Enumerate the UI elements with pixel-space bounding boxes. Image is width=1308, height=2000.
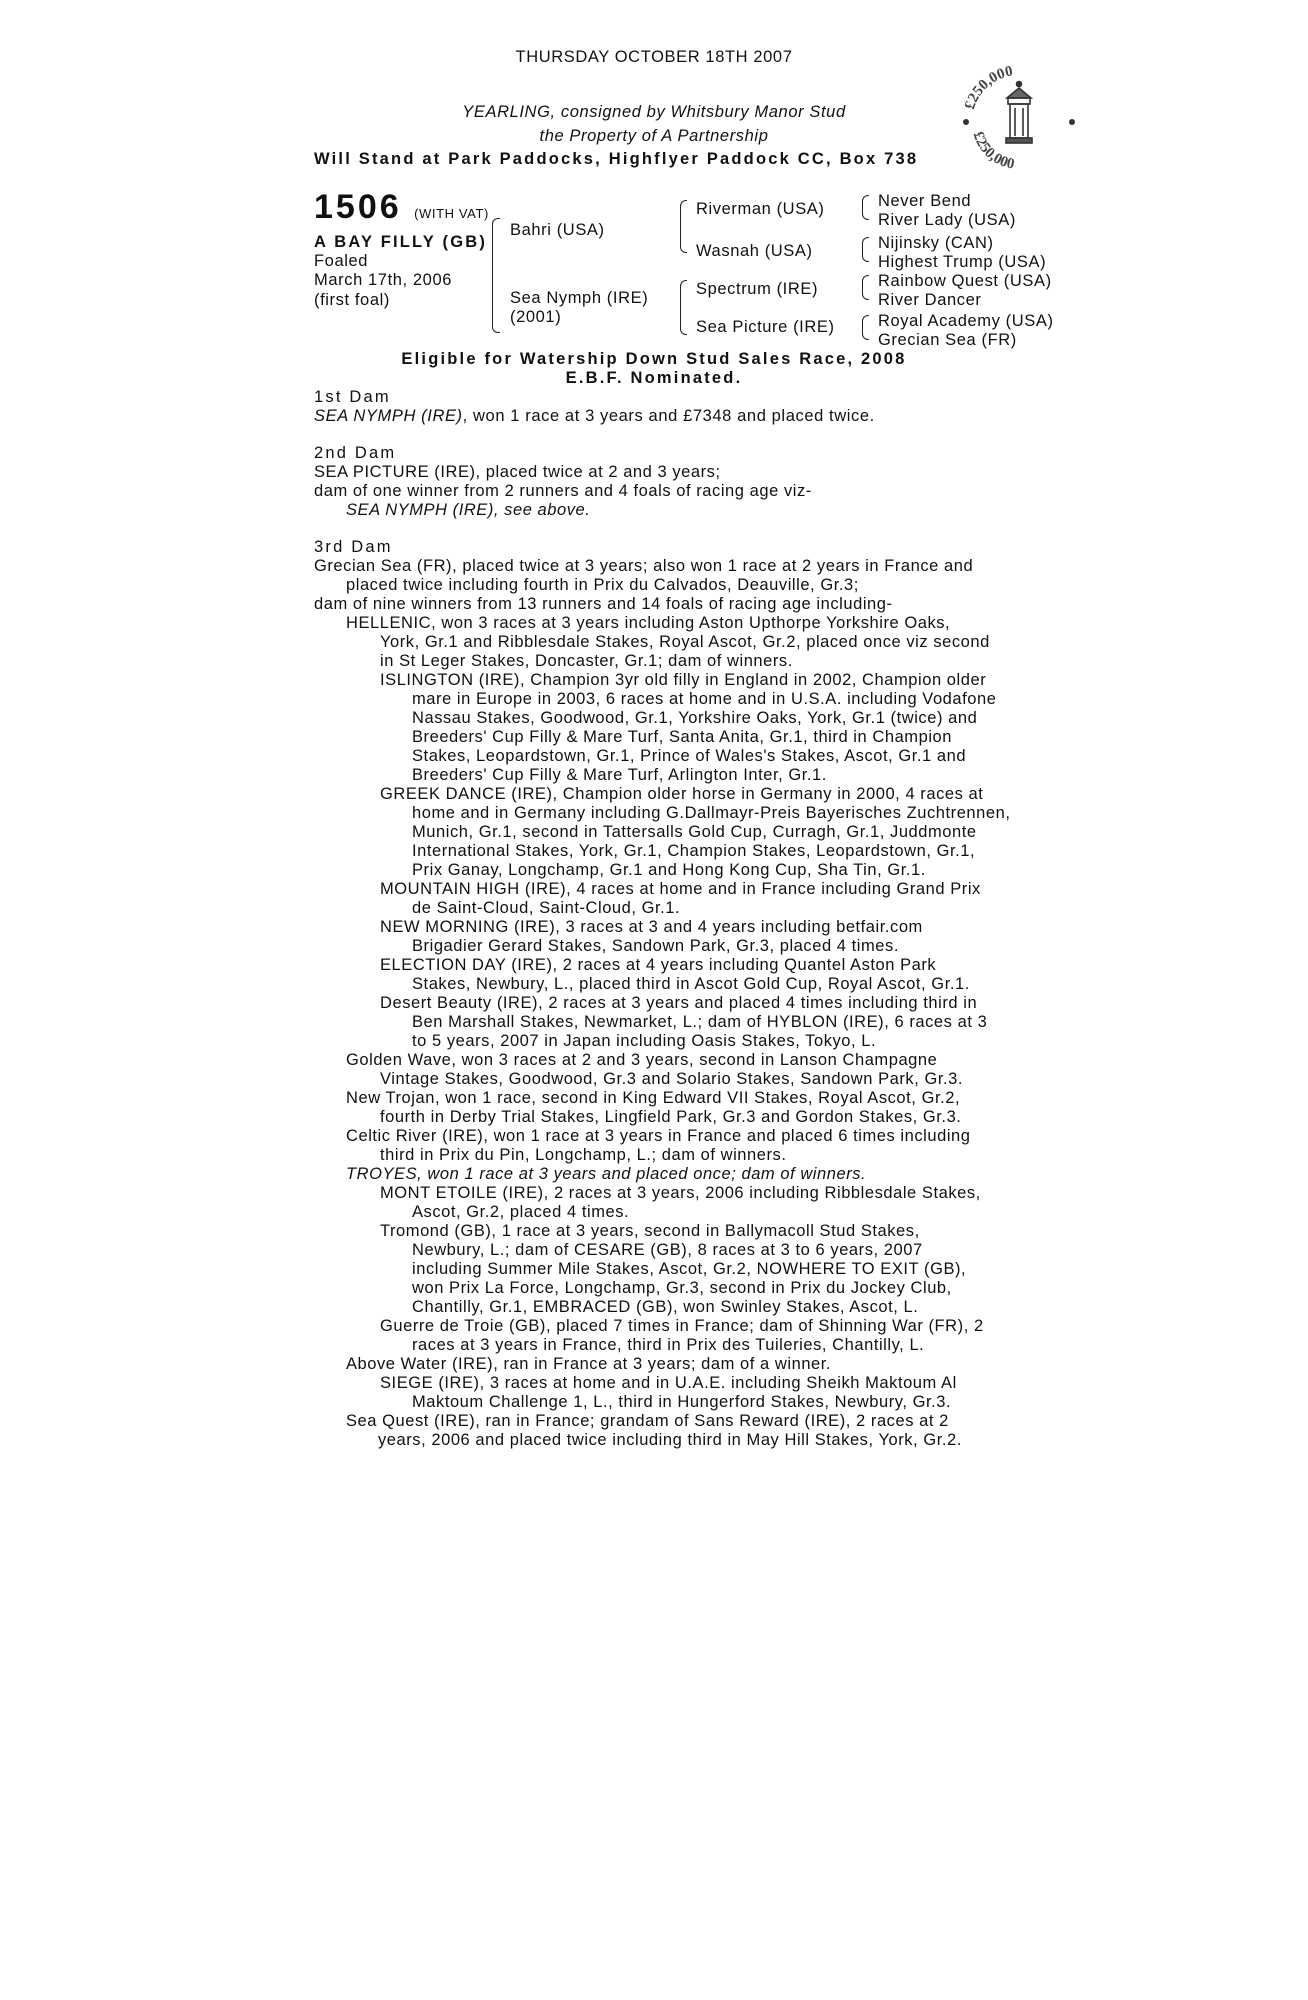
ebf-line: E.B.F. Nominated. bbox=[565, 369, 743, 387]
pedigree-table bbox=[0, 0, 1308, 360]
third-dam-line: York, Gr.1 and Ribblesdale Stakes, Royal Ascot, Gr.2, placed once viz second bbox=[380, 633, 990, 651]
third-dam-line: Munich, Gr.1, second in Tattersalls Gold Cup, Curragh, Gr.1, Juddmonte bbox=[412, 823, 977, 841]
sire-sire: Riverman (USA) bbox=[696, 200, 825, 218]
third-dam-line: Stakes, Leopardstown, Gr.1, Prince of Wales's Stakes, Ascot, Gr.1 and bbox=[412, 747, 967, 765]
lot-name: A BAY FILLY (GB) bbox=[314, 233, 488, 251]
eligibility-line: Eligible for Watership Down Stud Sales Race, 2008 bbox=[401, 350, 907, 368]
third-dam-line: Desert Beauty (IRE), 2 races at 3 years and placed 4 times including third in bbox=[380, 994, 978, 1012]
third-dam-line: MOUNTAIN HIGH (IRE), 4 races at home and in France including Grand Prix bbox=[380, 880, 981, 898]
third-dam-heading: 3rd Dam bbox=[314, 538, 393, 556]
third-dam-line: Tromond (GB), 1 race at 3 years, second in Ballymacoll Stud Stakes, bbox=[380, 1222, 920, 1240]
sire-dam-sire: Nijinsky (CAN) bbox=[878, 234, 994, 252]
third-dam-line: Sea Quest (IRE), ran in France; grandam of Sans Reward (IRE), 2 races at 2 bbox=[346, 1412, 949, 1430]
third-dam-line: Guerre de Troie (GB), placed 7 times in France; dam of Shinning War (FR), 2 bbox=[380, 1317, 984, 1335]
third-dam-line: Golden Wave, won 3 races at 2 and 3 years, second in Lanson Champagne bbox=[346, 1051, 938, 1069]
dam-sire-sire: Rainbow Quest (USA) bbox=[878, 272, 1052, 290]
first-foal-note: (first foal) bbox=[314, 291, 390, 309]
third-dam-line: mare in Europe in 2003, 6 races at home and in U.S.A. including Vodafone bbox=[412, 690, 997, 708]
third-dam-line: races at 3 years in France, third in Prix des Tuileries, Chantilly, L. bbox=[412, 1336, 925, 1354]
svg-text:£250,000: £250,000 bbox=[969, 129, 1016, 173]
third-dam-line: New Trojan, won 1 race, second in King Edward VII Stakes, Royal Ascot, Gr.2, bbox=[346, 1089, 961, 1107]
third-dam-line: including Summer Mile Stakes, Ascot, Gr.2, NOWHERE TO EXIT (GB), bbox=[412, 1260, 967, 1278]
third-dam-line: Newbury, L.; dam of CESARE (GB), 8 races at 3 to 6 years, 2007 bbox=[412, 1241, 923, 1259]
third-dam-line: GREEK DANCE (IRE), Champion older horse in Germany in 2000, 4 races at bbox=[380, 785, 984, 803]
third-dam-line: Nassau Stakes, Goodwood, Gr.1, Yorkshire Oaks, York, Gr.1 (twice) and bbox=[412, 709, 978, 727]
third-dam-line: ISLINGTON (IRE), Champion 3yr old filly in England in 2002, Champion older bbox=[380, 671, 987, 689]
third-dam-line: HELLENIC, won 3 races at 3 years including Aston Upthorpe Yorkshire Oaks, bbox=[346, 614, 951, 632]
dam-dam-sire: Royal Academy (USA) bbox=[878, 312, 1054, 330]
third-dam-line: Prix Ganay, Longchamp, Gr.1 and Hong Kong Cup, Sha Tin, Gr.1. bbox=[412, 861, 926, 879]
third-dam-line: ELECTION DAY (IRE), 2 races at 4 years including Quantel Aston Park bbox=[380, 956, 937, 974]
foaled-label: Foaled bbox=[314, 252, 369, 270]
consignor-line: YEARLING, consigned by Whitsbury Manor Stud bbox=[462, 103, 846, 121]
dam-sire-dam: River Dancer bbox=[878, 291, 982, 309]
dam-year: (2001) bbox=[510, 308, 562, 326]
third-dam-line: to 5 years, 2007 in Japan including Oasis Stakes, Tokyo, L. bbox=[412, 1032, 877, 1050]
third-dam-line: de Saint-Cloud, Saint-Cloud, Gr.1. bbox=[412, 899, 681, 917]
third-dam-line: fourth in Derby Trial Stakes, Lingfield Park, Gr.3 and Gordon Stakes, Gr.3. bbox=[380, 1108, 962, 1126]
third-dam-line: Ben Marshall Stakes, Newmarket, L.; dam of HYBLON (IRE), 6 races at 3 bbox=[412, 1013, 988, 1031]
sire: Bahri (USA) bbox=[510, 221, 605, 239]
third-dam-line: Maktoum Challenge 1, L., third in Hungerford Stakes, Newbury, Gr.3. bbox=[412, 1393, 952, 1411]
third-dam-line: Celtic River (IRE), won 1 race at 3 years in France and placed 6 times including bbox=[346, 1127, 971, 1145]
third-dam-line: Ascot, Gr.2, placed 4 times. bbox=[412, 1203, 630, 1221]
sire-sire-dam: River Lady (USA) bbox=[878, 211, 1016, 229]
sire-dam-dam: Highest Trump (USA) bbox=[878, 253, 1047, 271]
first-dam-name: SEA NYMPH (IRE) bbox=[314, 407, 463, 425]
sale-date: THURSDAY OCTOBER 18TH 2007 bbox=[515, 48, 793, 66]
third-dam-line: dam of nine winners from 13 runners and 14 foals of racing age including- bbox=[314, 595, 893, 613]
third-dam-line: Breeders' Cup Filly & Mare Turf, Arlington Inter, Gr.1. bbox=[412, 766, 827, 784]
dam-dam: Sea Picture (IRE) bbox=[696, 318, 835, 336]
third-dam-line: Brigadier Gerard Stakes, Sandown Park, Gr.3, placed 4 times. bbox=[412, 937, 899, 955]
third-dam-line: SIEGE (IRE), 3 races at home and in U.A.E. including Sheikh Maktoum Al bbox=[380, 1374, 957, 1392]
first-dam-text bbox=[314, 407, 875, 426]
third-dam-line: placed twice including fourth in Prix du Calvados, Deauville, Gr.3; bbox=[346, 576, 859, 594]
location-line: Will Stand at Park Paddocks, Highflyer Paddock CC, Box 738 bbox=[314, 150, 919, 168]
third-dam-line: TROYES, won 1 race at 3 years and placed once; dam of winners. bbox=[346, 1165, 867, 1183]
svg-text:£250,000: £250,000 bbox=[961, 63, 1015, 112]
sire-sire-sire: Never Bend bbox=[878, 192, 972, 210]
property-line: the Property of A Partnership bbox=[539, 127, 769, 145]
third-dam-line: Vintage Stakes, Goodwood, Gr.3 and Solario Stakes, Sandown Park, Gr.3. bbox=[380, 1070, 964, 1088]
third-dam-line: years, 2006 and placed twice including third in May Hill Stakes, York, Gr.2. bbox=[378, 1431, 962, 1449]
sire-dam: Wasnah (USA) bbox=[696, 242, 813, 260]
third-dam-line: home and in Germany including G.Dallmayr-Preis Bayerisches Zuchtrennen, bbox=[412, 804, 1011, 822]
first-dam-record: , won 1 race at 3 years and £7348 and placed twice. bbox=[462, 407, 875, 425]
second-dam-heading: 2nd Dam bbox=[314, 444, 397, 462]
third-dam-line: Stakes, Newbury, L., placed third in Ascot Gold Cup, Royal Ascot, Gr.1. bbox=[412, 975, 970, 993]
lot-number: 1506 bbox=[314, 188, 402, 226]
foaled-date: March 17th, 2006 bbox=[314, 271, 453, 289]
first-dam-heading: 1st Dam bbox=[314, 388, 391, 406]
vat-note: (WITH VAT) bbox=[414, 206, 489, 221]
second-dam-line: SEA PICTURE (IRE), placed twice at 2 and 3 years; bbox=[314, 463, 721, 481]
third-dam-line: Above Water (IRE), ran in France at 3 years; dam of a winner. bbox=[346, 1355, 832, 1373]
third-dam-line: in St Leger Stakes, Doncaster, Gr.1; dam of winners. bbox=[380, 652, 793, 670]
third-dam-line: Grecian Sea (FR), placed twice at 3 years; also won 1 race at 2 years in France and bbox=[314, 557, 974, 575]
dam: Sea Nymph (IRE) bbox=[510, 289, 649, 307]
dam-dam-dam: Grecian Sea (FR) bbox=[878, 331, 1017, 349]
third-dam-line: NEW MORNING (IRE), 3 races at 3 and 4 years including betfair.com bbox=[380, 918, 923, 936]
third-dam-line: Chantilly, Gr.1, EMBRACED (GB), won Swinley Stakes, Ascot, L. bbox=[412, 1298, 919, 1316]
dam-sire: Spectrum (IRE) bbox=[696, 280, 819, 298]
third-dam-line: MONT ETOILE (IRE), 2 races at 3 years, 2006 including Ribblesdale Stakes, bbox=[380, 1184, 981, 1202]
second-dam-line: SEA NYMPH (IRE), see above. bbox=[346, 501, 591, 519]
second-dam-line: dam of one winner from 2 runners and 4 foals of racing age viz- bbox=[314, 482, 812, 500]
third-dam-line: third in Prix du Pin, Longchamp, L.; dam of winners. bbox=[380, 1146, 787, 1164]
third-dam-line: International Stakes, York, Gr.1, Champion Stakes, Leopardstown, Gr.1, bbox=[412, 842, 976, 860]
third-dam-line: Breeders' Cup Filly & Mare Turf, Santa Anita, Gr.1, third in Champion bbox=[412, 728, 952, 746]
third-dam-line: won Prix La Force, Longchamp, Gr.3, second in Prix du Jockey Club, bbox=[412, 1279, 952, 1297]
